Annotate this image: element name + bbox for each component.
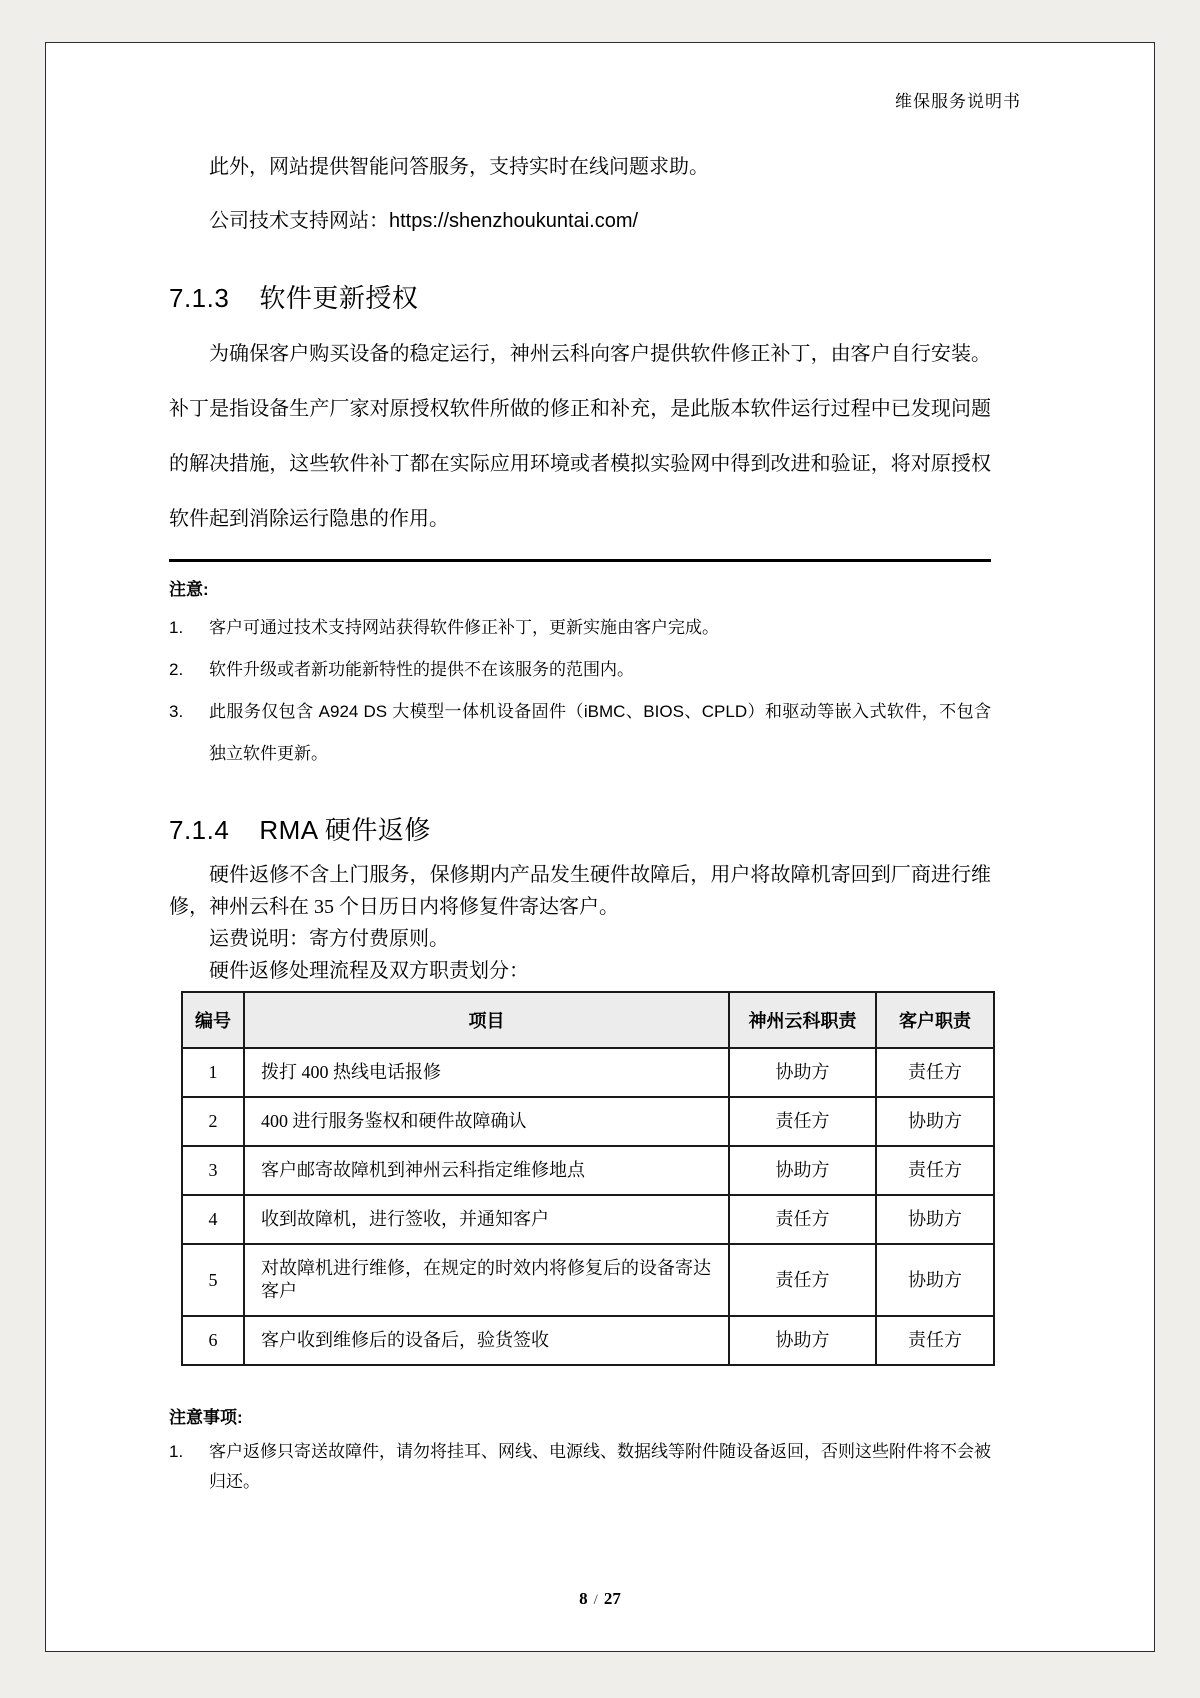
table-cell-item: 对故障机进行维修，在规定的时效内将修复后的设备寄达客户 [244, 1244, 729, 1316]
table-cell-customer-role: 责任方 [876, 1316, 994, 1365]
list-item-text: 客户返修只寄送故障件，请勿将挂耳、网线、电源线、数据线等附件随设备返回，否则这些附件将不会被归还。 [209, 1442, 991, 1491]
table-row [182, 1195, 994, 1244]
table-cell-vendor-role: 协助方 [729, 1316, 876, 1365]
list-item [169, 649, 991, 691]
table-cell-number: 2 [182, 1097, 244, 1146]
list-item-number: 1. [169, 1442, 184, 1461]
list-item-text: 软件升级或者新功能新特性的提供不在该服务的范围内。 [209, 660, 634, 679]
table-cell-number: 4 [182, 1195, 244, 1244]
list-item-text: 此服务仅包含 A924 DS 大模型一体机设备固件（iBMC、BIOS、CPLD）和驱动等嵌入式软件，不包含独立软件更新。 [209, 702, 991, 763]
table-cell-vendor-role: 责任方 [729, 1097, 876, 1146]
intro-paragraph-2 [169, 207, 991, 235]
running-header: 维保服务说明书 [895, 92, 1021, 111]
table-cell-vendor-role: 协助方 [729, 1048, 876, 1097]
document-page [45, 42, 1155, 1652]
section-heading-713 [169, 281, 991, 315]
page-content [169, 43, 991, 1497]
rma-paragraph-1: 硬件返修不含上门服务，保修期内产品发生硬件故障后，用户将故障机寄回到厂商进行维修，神州云科在 35 个日历日内将修复件寄达客户。 [169, 864, 991, 918]
table-cell-vendor-role: 责任方 [729, 1195, 876, 1244]
column-header: 客户职责 [876, 992, 994, 1048]
table-header-row [182, 992, 994, 1048]
list-item [169, 607, 991, 649]
column-header: 编号 [182, 992, 244, 1048]
table-cell-customer-role: 责任方 [876, 1146, 994, 1195]
table-cell-vendor-role: 协助方 [729, 1146, 876, 1195]
table-cell-number: 1 [182, 1048, 244, 1097]
section-title-714: RMA 硬件返修 [259, 815, 431, 845]
table-cell-item: 客户收到维修后的设备后，验货签收 [244, 1316, 729, 1365]
rma-paragraph-2: 运费说明：寄方付费原则。 [209, 928, 449, 950]
page-number-separator: / [593, 1592, 598, 1608]
rma-process-table [181, 991, 995, 1366]
page-number [46, 1589, 1154, 1609]
column-header: 项目 [244, 992, 729, 1048]
section-title-713: 软件更新授权 [259, 283, 419, 313]
notice-title: 注意: [169, 580, 209, 599]
table-cell-item: 收到故障机，进行签收，并通知客户 [244, 1195, 729, 1244]
section-heading-714 [169, 813, 991, 847]
notice-items-list [169, 1437, 991, 1497]
list-item-number: 2. [169, 660, 184, 679]
table-row [182, 1146, 994, 1195]
list-item-number: 1. [169, 618, 184, 637]
total-page-count: 27 [603, 1589, 621, 1608]
notice-list [169, 607, 991, 775]
table-cell-customer-role: 责任方 [876, 1048, 994, 1097]
list-item-number: 3. [169, 702, 184, 721]
rma-paragraph-3: 硬件返修处理流程及双方职责划分： [209, 960, 529, 982]
column-header: 神州云科职责 [729, 992, 876, 1048]
notice-items-title: 注意事项: [169, 1408, 243, 1427]
table-cell-number: 6 [182, 1316, 244, 1365]
list-item-text: 客户可通过技术支持网站获得软件修正补丁，更新实施由客户完成。 [209, 618, 719, 637]
support-site-url: https://shenzhoukuntai.com/ [389, 210, 639, 232]
table-cell-vendor-role: 责任方 [729, 1244, 876, 1316]
table-row [182, 1048, 994, 1097]
support-site-label: 公司技术支持网站： [209, 210, 389, 232]
table-cell-number: 3 [182, 1146, 244, 1195]
table-cell-customer-role: 协助方 [876, 1097, 994, 1146]
section-divider [169, 559, 991, 562]
intro-paragraph-1: 此外，网站提供智能问答服务，支持实时在线问题求助。 [209, 156, 709, 178]
table-row [182, 1244, 994, 1316]
table-row [182, 1097, 994, 1146]
table-cell-customer-role: 协助方 [876, 1195, 994, 1244]
list-item [169, 1437, 991, 1497]
section-number-714: 7.1.4 [169, 815, 230, 845]
section-number-713: 7.1.3 [169, 283, 230, 313]
section-713-body: 为确保客户购买设备的稳定运行，神州云科向客户提供软件修正补丁，由客户自行安装。补丁是指设备生产厂家对原授权软件所做的修正和补充，是此版本软件运行过程中已发现问题的解决措施，这些软件补丁都在实际应用环境或者模拟实验网中得到改进和验证，将对原授权软件起到消除运行隐患的作用。 [169, 343, 991, 530]
table-cell-item: 客户邮寄故障机到神州云科指定维修地点 [244, 1146, 729, 1195]
list-item [169, 691, 991, 775]
table-cell-item: 拨打 400 热线电话报修 [244, 1048, 729, 1097]
current-page-number: 8 [579, 1589, 588, 1608]
table-row [182, 1316, 994, 1365]
table-cell-item: 400 进行服务鉴权和硬件故障确认 [244, 1097, 729, 1146]
section-714-body [169, 859, 991, 987]
table-cell-number: 5 [182, 1244, 244, 1316]
table-cell-customer-role: 协助方 [876, 1244, 994, 1316]
